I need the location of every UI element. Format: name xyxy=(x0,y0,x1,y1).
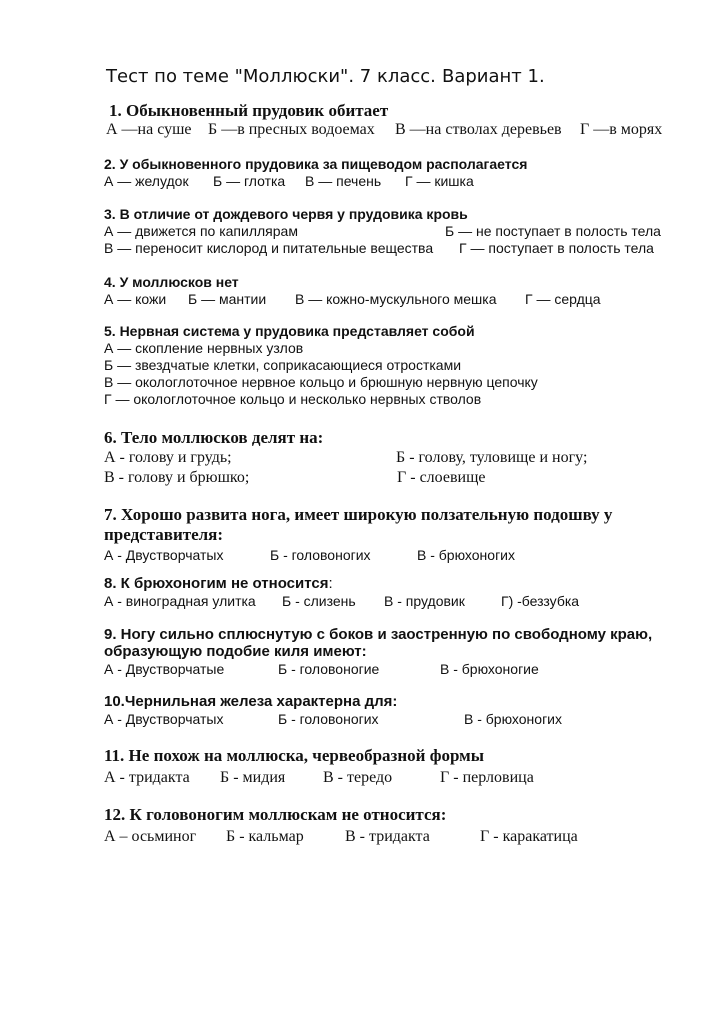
question-12 xyxy=(104,805,578,847)
question-2 xyxy=(104,156,527,190)
question-4 xyxy=(104,274,601,308)
answer-g: Г) -беззубка xyxy=(501,593,580,609)
question-10-text: 10.Чернильная железа характерна для: xyxy=(104,693,398,710)
question-9-text-line1: 9. Ногу сильно сплюснутую с боков и заостренную по свободному краю, xyxy=(104,626,653,643)
question-6-answers-row2 xyxy=(104,468,486,488)
question-1-text: 1. Обыкновенный прудовик обитает xyxy=(109,101,389,120)
answer-v: В — печень xyxy=(305,173,382,189)
answer-a: А — скопление нервных узлов xyxy=(104,340,304,356)
question-7-text-line2: представителя: xyxy=(104,525,224,544)
answer-v: В — кожно-мускульного мешка xyxy=(295,291,497,307)
question-8-answers xyxy=(104,592,580,610)
page-title: Тест по теме "Моллюски". 7 класс. xyxy=(106,66,436,87)
answer-a: А - виноградная улитка xyxy=(104,593,256,609)
question-6 xyxy=(104,428,588,488)
question-1 xyxy=(106,101,663,139)
question-2-answers xyxy=(104,173,527,190)
question-6-answers-row1 xyxy=(104,448,588,468)
answer-g: Г - перловица xyxy=(440,769,534,786)
question-9-answers xyxy=(104,660,652,678)
answer-g: Г — поступает в полость тела xyxy=(459,240,654,256)
answer-g: Г — кишка xyxy=(405,173,474,189)
answer-g: Г - каракатица xyxy=(480,828,578,845)
answer-b: Б — звездчатые клетки, соприкасающиеся отростками xyxy=(104,357,462,373)
answer-a: А —на суше xyxy=(106,121,192,138)
answer-v: В - брюхоногих xyxy=(417,547,515,563)
question-5 xyxy=(104,323,538,408)
answer-v: В — окологлоточное нервное кольцо и брюшную нервную цепочку xyxy=(104,374,538,390)
answer-b: Б —в пресных водоемах xyxy=(208,121,375,138)
question-8 xyxy=(104,575,580,610)
question-1-answers xyxy=(106,120,663,139)
answer-a: А - Двустворчатых xyxy=(104,547,224,563)
question-8-colon: : xyxy=(328,575,333,592)
question-12-answers xyxy=(104,827,578,847)
answer-v: В — переносит кислород и питательные вещества xyxy=(104,240,434,256)
question-3-text: 3. В отличие от дождевого червя у прудовика кровь xyxy=(104,206,468,222)
question-7-text-line1: 7. Хорошо развита нога, имеет широкую ползательную подошву у xyxy=(104,505,613,524)
question-11 xyxy=(104,746,534,788)
question-3-answers-row2 xyxy=(104,240,654,257)
question-3 xyxy=(104,206,661,257)
question-8-label: 8. К брюхоногим не относится xyxy=(104,575,329,592)
answer-v: В —на стволах деревьев xyxy=(395,121,562,138)
answer-v: В - голову и брюшко; xyxy=(104,469,250,486)
question-9-text-line2: образующую подобие киля имеют: xyxy=(104,643,367,660)
question-4-answers xyxy=(104,291,601,308)
answer-a: А - голову и грудь; xyxy=(104,449,232,466)
answer-b: Б — не поступает в полость тела xyxy=(445,223,661,239)
answer-v: В - брюхоногие xyxy=(440,661,539,677)
question-7-answers xyxy=(104,545,612,565)
answer-v: В - брюхоногих xyxy=(464,711,562,727)
question-9 xyxy=(104,626,652,678)
answer-b: Б — мантии xyxy=(188,291,267,307)
question-11-answers xyxy=(104,768,534,788)
answer-b: Б - голову, туловище и ногу; xyxy=(396,449,588,466)
question-8-text xyxy=(104,575,333,592)
answer-v: В - тередо xyxy=(323,769,393,786)
answer-g: Г — сердца xyxy=(525,291,601,307)
answer-a: А — кожи xyxy=(104,291,167,307)
question-10-answers xyxy=(104,710,562,728)
answer-g: Г - слоевище xyxy=(397,469,486,486)
answer-v: В - прудовик xyxy=(384,593,465,609)
answer-a: А - Двустворчатых xyxy=(104,711,224,727)
question-5-text: 5. Нервная система у прудовика представляет собой xyxy=(104,323,475,339)
answer-a: А - Двустворчатые xyxy=(104,661,225,677)
question-2-text: 2. У обыкновенного прудовика за пищеводом располагается xyxy=(104,156,528,172)
question-11-text: 11. Не похож на моллюска, червеобразной формы xyxy=(104,746,485,765)
answer-b: Б - слизень xyxy=(282,593,356,609)
question-4-text: 4. У моллюсков нет xyxy=(104,274,239,290)
answer-b: Б - мидия xyxy=(220,769,286,786)
answer-b: Б - кальмар xyxy=(226,828,304,845)
question-7 xyxy=(104,505,612,565)
answer-a: А — движется по капиллярам xyxy=(104,223,298,239)
question-12-text: 12. К головоногим моллюскам не относится: xyxy=(104,805,447,824)
answer-a: А - тридакта xyxy=(104,769,190,786)
answer-g: Г — окологлоточное кольцо и несколько нервных стволов xyxy=(104,391,482,407)
answer-v: В - тридакта xyxy=(345,828,430,845)
answer-b: Б - головоногих xyxy=(278,711,379,727)
answer-b: Б - головоногие xyxy=(278,661,380,677)
answer-a: А – осьминог xyxy=(104,828,197,845)
variant-label: Вариант 1. xyxy=(442,66,545,87)
answer-b: Б — глотка xyxy=(213,173,286,189)
question-10 xyxy=(104,693,562,728)
answer-a: А — желудок xyxy=(104,173,189,189)
question-6-text: 6. Тело моллюсков делят на: xyxy=(104,428,324,447)
question-3-answers-row1 xyxy=(104,223,661,240)
answer-b: Б - головоногих xyxy=(270,547,371,563)
answer-g: Г —в морях xyxy=(580,121,663,138)
